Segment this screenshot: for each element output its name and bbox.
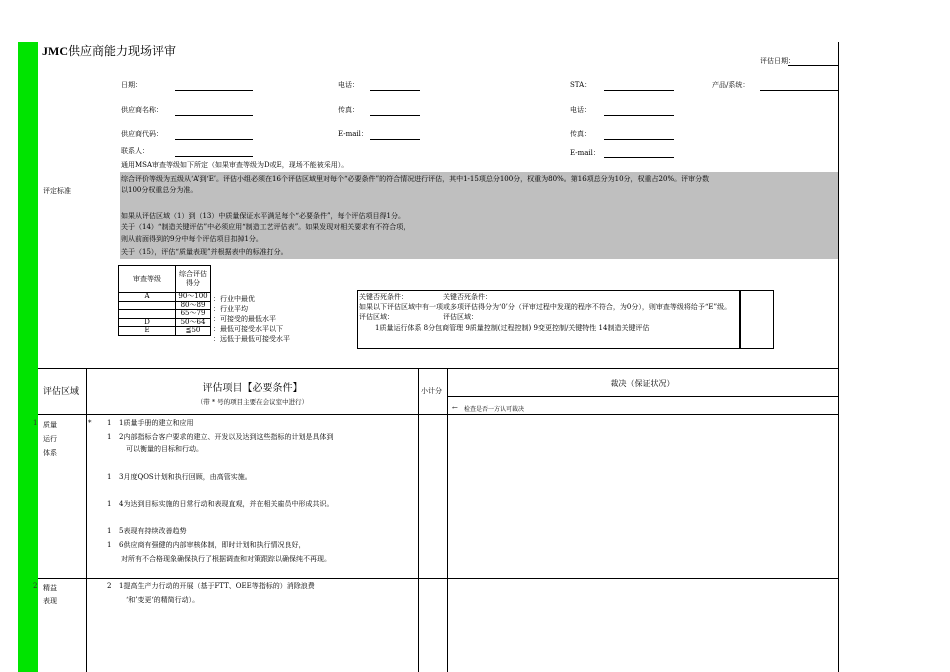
score-cell: 80～89 (176, 301, 211, 310)
supplier-name-label: 供应商名称： (121, 106, 163, 114)
item-header-note: （带 * 号的项目主要在会议室中进行） (196, 398, 309, 406)
msa-line: 通用MSA审查等级如下所定（如果审查等级为D或E，现场不能被采用）。 (121, 161, 349, 169)
area-header: 评估区域 (43, 387, 80, 397)
product-label: 产品/系统： (712, 81, 750, 89)
criteria-line: 则从前面得到的9分中每个评估项目扣掉1分。 (121, 235, 263, 243)
grade-desc: ：行业平均 (213, 305, 248, 313)
verdict-note: 检查是否一方认可裁决 (464, 406, 525, 413)
sta-field[interactable] (604, 90, 674, 91)
key-condition-box (357, 290, 741, 349)
item-score: 1 (107, 500, 112, 508)
grade-desc: ：最低可接受水平以下 (213, 325, 283, 333)
phone2-label: 电话： (570, 106, 591, 114)
criteria-line: 综合评价等级为五级从‘A’到‘E’。评估小组必须在16个评估区域里对每个“必要条件”的符合情况进行评估，其中1-15项总分100分，权重为80%。第16项总分为10分，权重占20%。评审分数 (121, 175, 710, 183)
score-cell: 90～100 (176, 293, 211, 302)
item-text: 5表现有持续改善趋势 (119, 527, 187, 535)
item-text: 1质量手册的建立和应用 (119, 419, 194, 427)
email-field[interactable] (370, 139, 420, 140)
subtotal-header: 小计分 (421, 387, 442, 395)
supplier-code-label: 供应商代码： (121, 130, 163, 138)
grade-desc: ：可接受的最低水平 (213, 315, 276, 323)
grade-cell (119, 310, 176, 319)
verdict-subline (447, 396, 838, 397)
table-header-bottom (38, 414, 838, 415)
grade-table (118, 265, 211, 336)
title-rest: 供应商能力现场评审 (68, 44, 177, 58)
criteria-line: 关于（15），评估“质量表现”并根据表中的标准打分。 (121, 248, 288, 256)
key-line-1a: 关键否死条件： (359, 293, 408, 301)
email-label: E-mail： (338, 130, 368, 138)
grade-header: 审查等级 (119, 266, 176, 293)
section-number: 2 (33, 582, 38, 590)
grade-cell: E (119, 327, 176, 336)
phone2-field[interactable] (604, 115, 674, 116)
phone-field[interactable] (370, 90, 420, 91)
criteria-label: 评定标准 (43, 187, 71, 195)
item-score: 1 (107, 527, 112, 535)
section-divider (38, 578, 838, 579)
eval-date-field[interactable] (788, 65, 838, 66)
key-line-3: 评估区域： (359, 313, 394, 321)
criteria-line: 如果从评估区域（1）到（13）中质量保证水平满足每个“必要条件”，每个评估项目得1分。 (121, 212, 405, 220)
title-prefix: JMC (42, 44, 68, 58)
email2-field[interactable] (604, 157, 674, 158)
section-name-line: 精益 (43, 584, 57, 592)
right-border (838, 42, 839, 672)
criteria-line: 关于（14）“制造关键评估”中必须应用“制造工艺评估表”。如果发现对相关要求有不符合项， (121, 223, 411, 231)
col-divider-area (86, 368, 87, 672)
item-text: 对所有不合格现象确保执行了根据调查和对策跟踪以确保纯不再现。 (121, 555, 331, 563)
left-green-bar (18, 42, 38, 672)
key-line-2: 如果以下评估区域中有一项或多项评估得分为‘0’分（评审过程中发现的程序不符合，为0分），则审查等级将给予“E”级。 (359, 303, 732, 311)
grade-cell: D (119, 318, 176, 327)
key-condition-side (739, 290, 774, 349)
col-divider-subtotal (418, 368, 419, 672)
score-cell: ≦50 (176, 327, 211, 336)
item-text: 1提高生产力行动的开展（基于FTT、OEE等指标的）消除浪费 (119, 582, 315, 590)
verdict-header-cell (447, 378, 838, 389)
phone-label: 电话： (338, 81, 359, 89)
date-label: 日期： (121, 81, 142, 89)
item-text: 4为达到目标实施的日常行动和表现直观，并在相关雇员中形成共识。 (119, 500, 334, 508)
email2-label: E-mail： (570, 149, 600, 157)
item-header (87, 379, 418, 394)
supplier-code-field[interactable] (175, 139, 253, 140)
item-score: 2 (107, 582, 112, 590)
grade-cell (119, 301, 176, 310)
grade-desc: ：行业中最优 (213, 295, 255, 303)
date-field[interactable] (175, 90, 253, 91)
key-line-3b: 评估区域： (443, 313, 478, 321)
section-number: 1 (33, 419, 38, 427)
section-name-line: 体系 (43, 449, 57, 457)
criteria-line: 以100分权重总分为准。 (121, 186, 198, 194)
item-text: 3月度QOS计划和执行回顾，由高管实施。 (119, 473, 252, 481)
arrow-left-icon: ← (452, 404, 458, 412)
eval-date-label: 评估日期： (760, 57, 795, 65)
col-divider-verdict (447, 368, 448, 672)
supplier-name-field[interactable] (175, 115, 253, 116)
contact-field[interactable] (175, 156, 253, 157)
score-cell: 50～64 (176, 318, 211, 327)
item-text: 6供应商有强健的内部审核体制，即时计划和执行情况良好， (119, 541, 306, 549)
product-field[interactable] (760, 90, 838, 91)
item-score: 1 (107, 433, 112, 441)
fax-label: 传真： (338, 106, 359, 114)
score-header: 综合评估得分 (176, 266, 211, 293)
item-text: 2内部指标合客户要求的建立、开发以及达到这些指标的计划是具体到 (119, 433, 334, 441)
verdict-header: 裁决（保证状况） (610, 379, 675, 388)
grade-desc: ：远低于最低可接受水平 (213, 335, 290, 343)
key-line-4: 1质量运行体系 8分包商管理 9质量控制(过程控制) 9变更控制/关键特性 14制造关键评估 (375, 324, 650, 332)
sta-label: STA： (570, 81, 592, 89)
page-title (42, 45, 176, 57)
contact-label: 联系人： (121, 147, 149, 155)
section-name-line: 表现 (43, 597, 57, 605)
item-score: 1 (107, 419, 112, 427)
key-line-1b: 关键否死条件： (443, 293, 492, 301)
fax2-label: 传真： (570, 130, 591, 138)
table-top-border (38, 368, 838, 369)
star-marker: * (88, 419, 92, 427)
item-score: 1 (107, 541, 112, 549)
score-cell: 65～79 (176, 310, 211, 319)
fax-field[interactable] (370, 115, 420, 116)
section-name-line: 运行 (43, 435, 57, 443)
item-text: 可以衡量的目标和行动。 (126, 445, 203, 453)
item-text: ‘和’变更‘的精简行动）。 (126, 596, 200, 604)
item-score: 1 (107, 473, 112, 481)
fax2-field[interactable] (604, 139, 674, 140)
item-header-title: 评估项目【必要条件】 (202, 383, 303, 394)
section-name-line: 质量 (43, 421, 57, 429)
grade-cell: A (119, 293, 176, 302)
item-note-cell (87, 397, 418, 406)
